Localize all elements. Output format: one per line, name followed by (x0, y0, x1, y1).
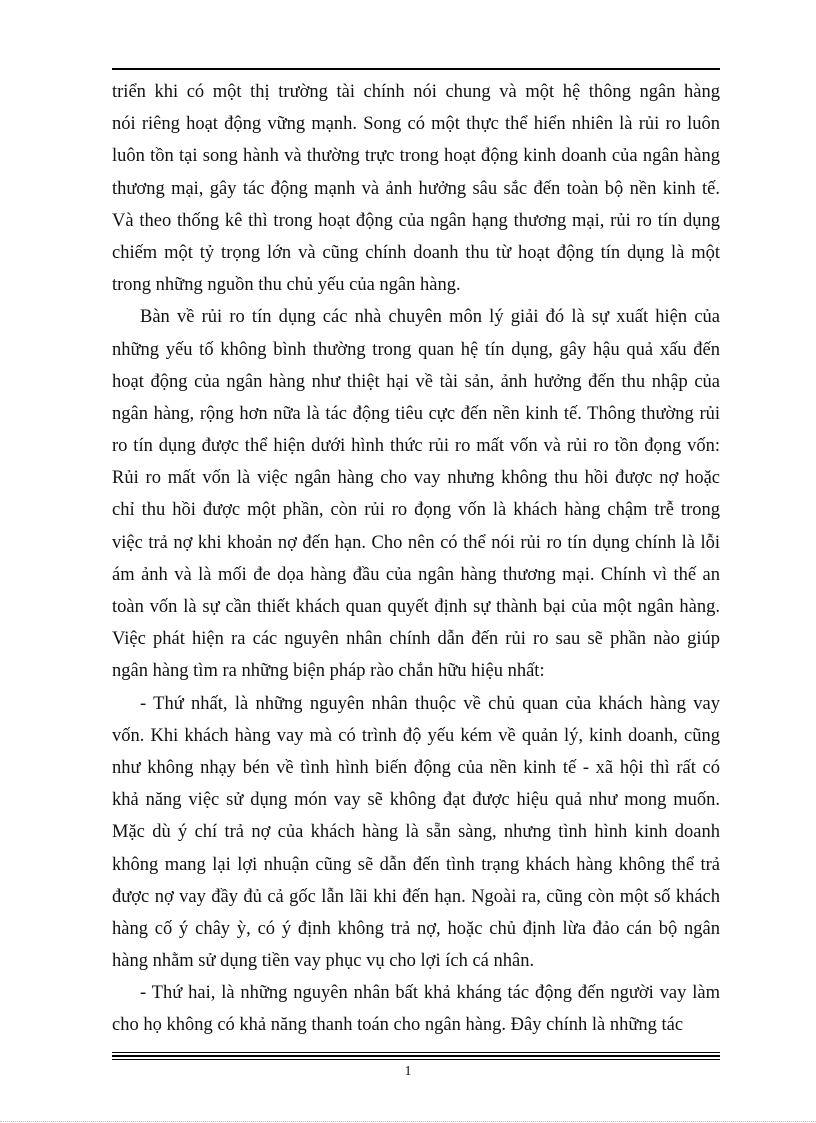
text-line: Và theo thống kê thì trong hoạt động của ngân hạng thương mại, rủi ro tín dụng (112, 210, 720, 231)
paragraph (112, 688, 720, 978)
text-line: thương mại, gây tác động mạnh và ảnh hưởng sâu sắc đến toàn bộ nền kinh tế. (112, 178, 720, 199)
text-line: hoạt động của ngân hàng như thiệt hại về tài sản, ảnh hưởng đến thu nhập của (112, 371, 720, 392)
text-line: những yếu tố không bình thường trong quan hệ tín dụng, gây hậu quả xấu đến (112, 339, 720, 360)
text-line: triển khi có một thị trường tài chính nói chung và một hệ thông ngân hàng (112, 82, 720, 102)
text-line: chiếm một tỷ trọng lớn và cũng chính doanh thu từ hoạt động tín dụng là một (112, 242, 720, 263)
text-line: ám ảnh và là mối đe dọa hàng đầu của ngân hàng thương mại. Chính vì thế an (112, 564, 720, 585)
page-number: 1 (404, 1064, 412, 1079)
paragraph (112, 977, 720, 1041)
text-line: Việc phát hiện ra các nguyên nhân chính dẫn đến rủi ro sau sẽ phần nào giúp (112, 629, 720, 650)
text-line: như không nhạy bén về tình hình biến động của nền kinh tế - xã hội thì rất có (112, 757, 720, 778)
text-line: được nợ vay đầy đủ cả gốc lẫn lãi khi đến hạn. Ngoài ra, cũng còn một số khách (112, 886, 720, 907)
text-line: hàng nhằm sử dụng tiền vay phục vụ cho lợi ích cá nhân. (112, 951, 535, 972)
text-line: ngân hàng tìm ra những biện pháp rào chắn hữu hiệu nhất: (112, 661, 545, 682)
header-rule (112, 68, 720, 70)
text-line: vốn. Khi khách hàng vay mà có trình độ yếu kém về quản lý, kinh doanh, cũng (112, 725, 720, 746)
text-line: cho họ không có khả năng thanh toán cho ngân hàng. Đây chính là những tác (112, 1015, 684, 1036)
text-line: Bàn về rủi ro tín dụng các nhà chuyên môn lý giải đó là sự xuất hiện của (140, 307, 720, 328)
page-edge-divider (0, 1121, 816, 1122)
body-text (112, 76, 720, 1042)
text-line: luôn tồn tại song hành và thường trực trong hoạt động kinh doanh của ngân hàng (112, 146, 720, 167)
footer-rule (112, 1055, 720, 1057)
text-line: - Thứ nhất, là những nguyên nhân thuộc về chủ quan của khách hàng vay (140, 693, 720, 714)
text-line: chỉ thu hồi được một phần, còn rủi ro đọng vốn là khách hàng chậm trễ trong (112, 500, 720, 521)
footer-rule (112, 1052, 720, 1053)
text-line: không mang lại lợi nhuận cũng sẽ dẫn đến tình trạng khách hàng không thể trả (112, 854, 720, 875)
text-line: Rủi ro mất vốn là việc ngân hàng cho vay nhưng không thu hồi được nợ hoặc (112, 468, 720, 489)
text-line: Mặc dù ý chí trả nợ của khách hàng là sẵn sàng, nhưng tình hình kinh doanh (112, 822, 720, 843)
text-line: khả năng việc sử dụng món vay sẽ không đạt được hiệu quả như mong muốn. (112, 790, 720, 811)
text-line: trong những nguồn thu chủ yếu của ngân hàng. (112, 275, 461, 296)
paragraph (112, 301, 720, 687)
footer-rule (112, 1059, 720, 1060)
text-line: ro tín dụng được thể hiện dưới hình thức rủi ro mất vốn và rủi ro tồn đọng vốn: (112, 436, 720, 457)
paragraph (112, 76, 720, 301)
text-line: việc trả nợ khi khoản nợ đến hạn. Cho nên có thể nói rủi ro tín dụng chính là lỗi (112, 532, 720, 553)
text-line: nói riêng hoạt động vững mạnh. Song có một thực thể hiển nhiên là rủi ro luôn (112, 114, 720, 135)
text-line: toàn vốn là sự cần thiết khách quan quyết định sự thành bại của một ngân hàng. (112, 597, 720, 617)
text-line: ngân hàng, rộng hơn nữa là tác động tiêu cực đến nền kinh tế. Thông thường rủi (112, 403, 720, 424)
text-line: hàng cố ý chây ỳ, có ý định không trả nợ, hoặc chủ định lừa đảo cán bộ ngân (112, 918, 720, 939)
text-line: - Thứ hai, là những nguyên nhân bất khả kháng tác động đến người vay làm (140, 983, 720, 1004)
